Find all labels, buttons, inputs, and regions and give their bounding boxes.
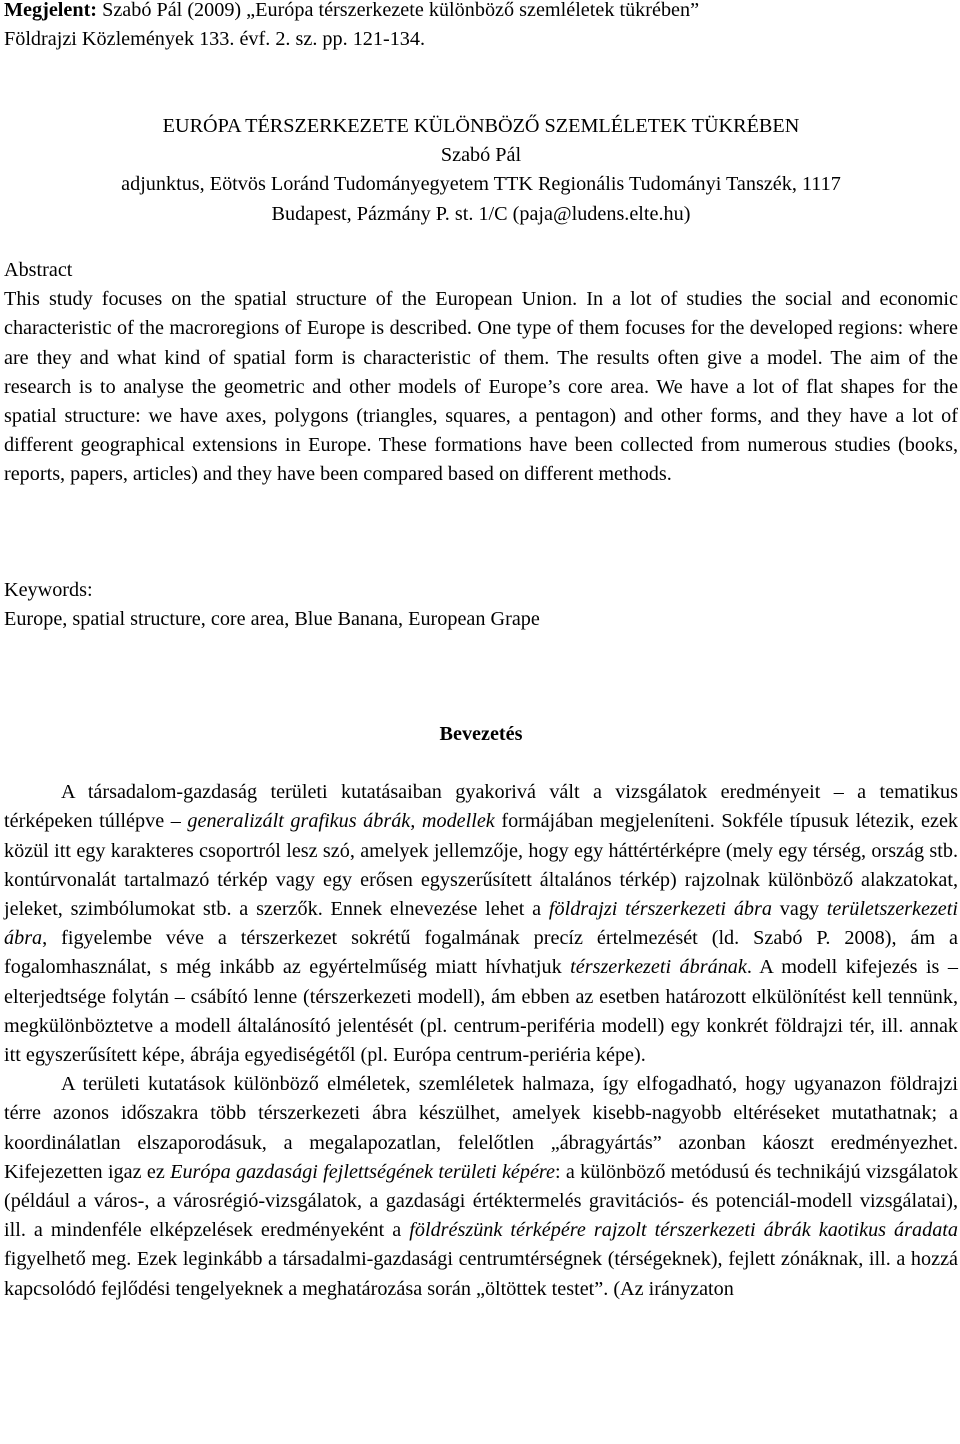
- p2-text-c: : a különböző metódusú és technikájú vizsgálatok (például a város-, a városrégió-vizsgálatok, a gazdasági értéktermelés gravitációs- és potenciál-modell vizsgálatai), ill. a mindenféle elképzelések eredményeként a: [4, 1160, 958, 1242]
- p2-italic-d: földrészünk térképére rajzolt térszerkezeti ábrák kaotikus áradata: [409, 1219, 958, 1242]
- p1-text-i: . A modell kifejezés is – elterjedtsége folytán – csábító lenne (térszerkezeti modell), ám ebben az esetben határozott elkülönítést kell tennünk, megkülönböztetve a modell általánosító jelentését (pl. centrum-periféria modell) egy konkrét földrajzi tér, ill. annak itt egyszerűsített képe, ábrája egyediségétől (pl. Európa centrum-periéria képe).: [4, 956, 958, 1067]
- p1-italic-f: területszerkezeti ábra: [4, 898, 958, 950]
- p2-italic-b: Európa gazdasági fejlettségének területi képére: [170, 1160, 555, 1183]
- keywords-list: Europe, spatial structure, core area, Blue Banana, European Grape: [4, 608, 540, 631]
- keywords-section: [4, 576, 958, 634]
- p1-text-e: vagy: [771, 898, 827, 921]
- paper-title: EURÓPA TÉRSZERKEZETE KÜLÖNBÖZŐ SZEMLÉLETEK TÜKRÉBEN: [162, 115, 800, 137]
- p1-italic-h: térszerkezeti ábrának: [570, 956, 747, 979]
- abstract-section: [4, 256, 958, 490]
- intro-paragraph-1: [4, 778, 958, 1070]
- keywords-heading: Keywords:: [4, 579, 93, 601]
- citation-label: Megjelent:: [4, 0, 98, 21]
- p1-text-g: , figyelembe véve a térszerkezet sokrétű fogalmának precíz értelmezését (ld. Szabó P. 2008), ám a fogalomhasználat, s még inkább az egyértelműség miatt hívhatjuk: [4, 927, 958, 979]
- abstract-heading: Abstract: [4, 259, 73, 281]
- abstract-body: This study focuses on the spatial structure of the European Union. In a lot of studies the social and economic characteristic of the macroregions of Europe is described. One type of them focuses for the developed regions: where are they and what kind of spatial form is characteristic of them. The results often give a model. The aim of the research is to analyse the geometric and other models of Europe’s core area. We have a lot of flat shapes for the spatial structure: we have axes, polygons (triangles, squares, a pentagon) and other forms, and they have a lot of different geographical extensions in Europe. These formations have been collected from numerous studies (books, reports, papers, articles) and they have been compared based on different methods.: [4, 288, 958, 486]
- section-heading-bevezetes: Bevezetés: [439, 723, 523, 745]
- p1-italic-d: földrajzi térszerkezeti ábra: [548, 898, 772, 921]
- affiliation-line2: Budapest, Pázmány P. st. 1/C (paja@ludens.elte.hu): [271, 202, 691, 225]
- intro-paragraph-2: [4, 1070, 958, 1304]
- paper-header: [4, 112, 958, 229]
- introduction-section: [4, 720, 958, 1304]
- affiliation-line1: adjunktus, Eötvös Loránd Tudományegyetem TTK Regionális Tudományi Tanszék, 1117: [121, 173, 841, 196]
- p1-text-a: A társadalom-gazdaság területi kutatásaiban gyakorivá vált a vizsgálatok eredményeit – a tematikus térképeken túllépve –: [4, 781, 958, 833]
- author-name: Szabó Pál: [440, 144, 522, 167]
- citation-text-line2: Földrajzi Közlemények 133. évf. 2. sz. pp. 121-134.: [4, 28, 426, 51]
- p2-text-a: A területi kutatások különböző elméletek, szemléletek halmaza, így elfogadható, hogy ugyanazon földrajzi térre azonos időszakra több térszerkezeti ábra készülhet, amelyek kisebb-nagyobb eltéréseket mutathatnak; a koordinálatlan elszaporodásuk, a megalapozatlan, felelőtlen „ábragyártás” azonban káoszt eredményezhet. Kifejezetten igaz ez: [4, 1073, 958, 1183]
- citation-text-line1: Szabó Pál (2009) „Európa térszerkezete különböző szemléletek tükrében”: [97, 0, 700, 21]
- publication-citation: [4, 0, 958, 54]
- p1-italic-b: generalizált grafikus ábrák, modellek: [187, 810, 495, 833]
- p1-text-c: formájában megjeleníteni. Sokféle típusuk létezik, ezek közül itt egy karakteres csoportról lesz szó, amelyek jellemzője, hogy egy háttértérképre (mely egy térség, ország stb. kontúrvonalát tartalmazó térkép vagy egy erősen egyszerűsített általános térkép) rajzolnak különböző alakzatokat, jeleket, szimbólumokat stb. a szerzők. Ennek elnevezése lehet a: [4, 810, 958, 921]
- p2-text-e: figyelhető meg. Ezek leginkább a társadalmi-gazdasági centrumtérségnek (térségeknek), fejlett zónáknak, ill. a hozzá kapcsolódó fejlődési tengelyeknek a meghatározása során „öltöttek testet”. (Az irányzaton: [4, 1248, 958, 1300]
